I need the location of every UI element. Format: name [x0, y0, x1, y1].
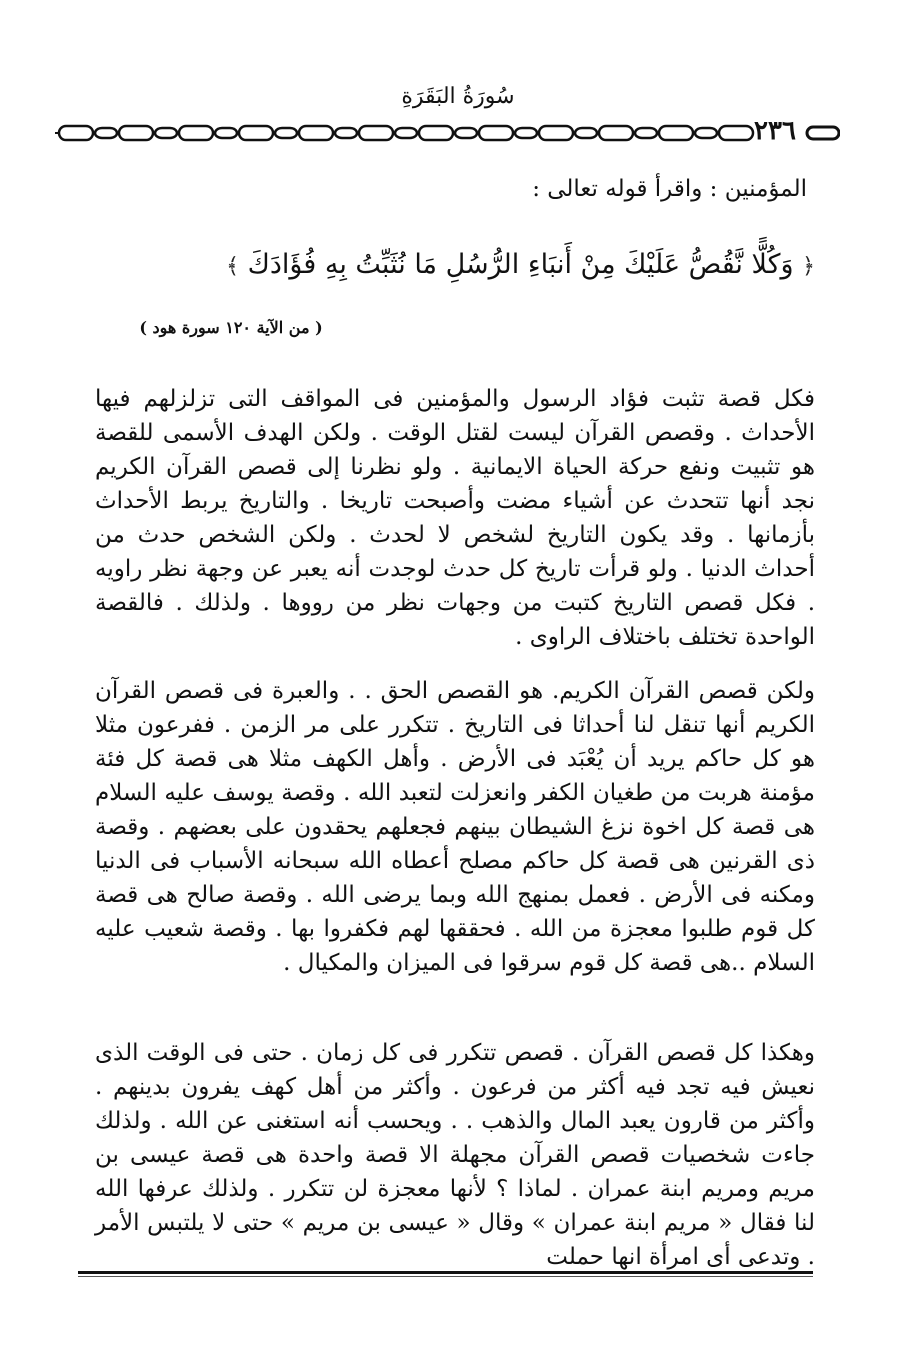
paragraph: فكل قصة تثبت فؤاد الرسول والمؤمنين فى المواقف التى تزلزلهم فيها الأحداث . وقصص القرآن ليست لقتل الوقت . ولكن الهدف الأسمى للقصة هو تثبيت ونفع حركة الحياة الايمانية . ولو نظرنا إلى قصص القرآن الكريم نجد أنها تتحدث عن أشياء مضت وأصبحت تاريخا . والتاريخ يربط الأحداث بأزمانها . وقد يكون التاريخ لشخص لا لحدث . ولكن الشخص حدث من أحداث الدنيا . ولو قرأت تاريخ كل حدث لوجدت أنه يعبر عن وجهة نظر راويه . فكل قصص التاريخ كتبت من وجهات نظر من رووها . ولذلك . فالقصة الواحدة تختلف باختلاف الراوى . — [95, 386, 816, 650]
footer-rule — [78, 1271, 813, 1274]
chain-link — [419, 126, 453, 140]
chain-link — [95, 128, 117, 138]
page-number: ٢٣٦ — [754, 116, 796, 146]
paragraph: وهكذا كل قصص القرآن . قصص تتكرر فى كل زمان . حتى فى الوقت الذى نعيش فيه تجد فيه أكثر من فرعون . وأكثر من أهل كهف يفرون بدينهم . وأكثر من قارون يعبد المال والذهب . . ويحسب أنه استغنى عن الله . ولذلك جاءت شخصيات قصص القرآن مجهلة الا قصة واحدة هى قصة عيسى بن مريم ومريم ابنة عمران . لماذا ؟ لأنها معجزة لن تتكرر . ولذلك عرفها الله لنا فقال « مريم ابنة عمران » وقال « عيسى بن مريم » حتى لا يلتبس الأمر . وتدعى أى امرأة انها حملت — [95, 1040, 815, 1270]
chain-link — [455, 128, 477, 138]
surah-title: سُورَةُ البَقَرَةِ — [401, 84, 515, 109]
verse-close-bracket: ﴾ — [226, 254, 240, 279]
chain-link — [635, 128, 657, 138]
chain-link — [695, 128, 717, 138]
chain-link — [239, 126, 273, 140]
paragraph: ولكن قصص القرآن الكريم. هو القصص الحق . . والعبرة فى قصص القرآن الكريم أنها تنقل لنا أحداثا فى التاريخ . تتكرر على مر الزمن . ففرعون مثلا هو كل حاكم يريد أن يُعْبَد فى الأرض . وأهل الكهف مثلا هى قصة كل فئة مؤمنة هربت من طغيان الكفر وانعزلت لتعبد الله . وقصة يوسف عليه السلام هى قصة كل اخوة نزغ الشيطان بينهم فجعلهم يحقدون على بعضهم . وقصة ذى القرنين هى قصة كل حاكم مصلح أعطاه الله سبحانه الأسباب فى الدنيا ومكنه فى الأرض . فعمل بمنهج الله وبما يرضى الله . وقصة صالح هى قصة كل قوم طلبوا معجزة من الله . فحققها لهم فكفروا بها . وقصة شعيب عليه السلام ..هى قصة كل قوم سرقوا فى الميزان والمكيال . — [95, 678, 815, 976]
verse-citation: ( من الآية ١٢٠ سورة هود ) — [139, 318, 323, 337]
quran-verse — [226, 245, 815, 287]
chain-link — [539, 126, 573, 140]
chain-link — [659, 126, 693, 140]
chain-link — [479, 126, 513, 140]
chain-link — [155, 128, 177, 138]
chain-link — [335, 128, 357, 138]
chain-link — [359, 126, 393, 140]
intro-line: المؤمنين : واقرأ قوله تعالى : — [532, 176, 807, 202]
chain-link — [515, 128, 537, 138]
verse-open-bracket: ﴿ — [802, 254, 815, 279]
chain-link — [179, 126, 213, 140]
chain-link — [215, 128, 237, 138]
chain-link — [395, 128, 417, 138]
chain-link — [59, 126, 93, 140]
footer-rule-thin — [78, 1276, 813, 1277]
verse-text: وَكُلًّا نَّقُصُّ عَلَيْكَ مِنْ أَنبَاءِ الرُّسُلِ مَا نُثَبِّتُ بِهِ فُؤَادَكَ — [247, 249, 794, 280]
chain-link — [119, 126, 153, 140]
chain-link — [299, 126, 333, 140]
chain-link — [275, 128, 297, 138]
chain-link — [575, 128, 597, 138]
ornamental-chain-rule — [55, 120, 840, 146]
chain-link — [599, 126, 633, 140]
